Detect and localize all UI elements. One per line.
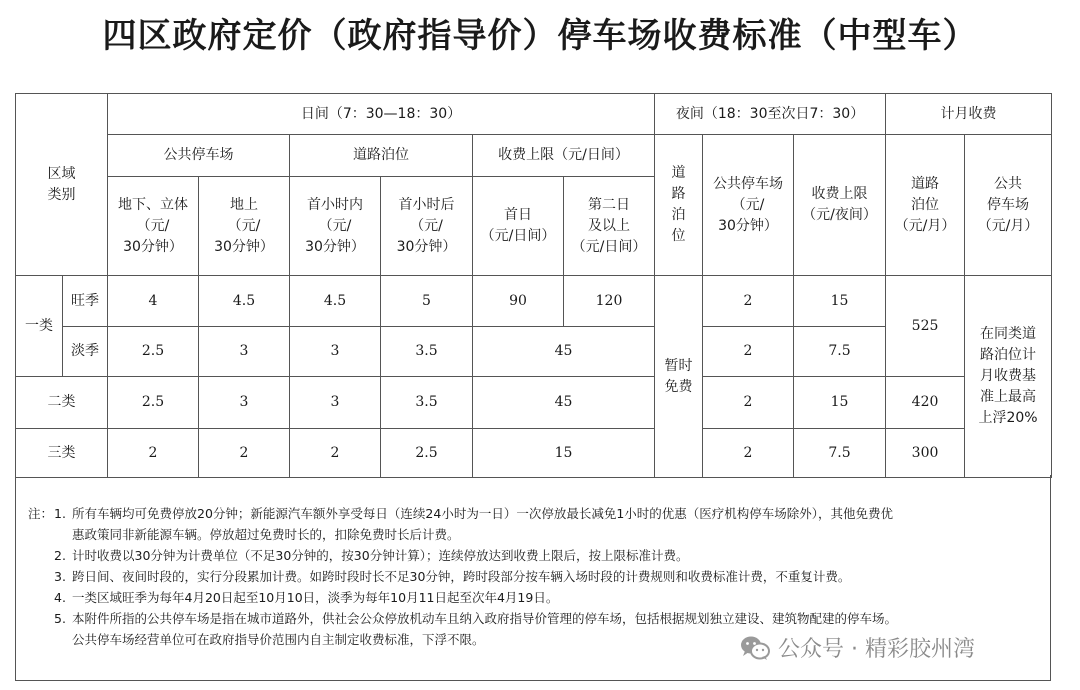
row-label-class3: 三类 [16, 429, 108, 478]
table-cell: 2.5 [108, 327, 199, 377]
col-second-day-header: 第二日 及以上 （元/日间） [564, 177, 655, 276]
note-item: 5. 本附件所指的公共停车场是指在城市道路外，供社会公众停放机动车且纳入政府指导价管理的停车场，包括根据规划独立建设、建筑物配建的停车场。 公共停车场经营单位可在政府指导价范围内自主制定收费标准，下浮不限。 [54, 611, 898, 647]
table-cell: 2.5 [381, 429, 473, 478]
table-cell: 3 [290, 377, 381, 429]
table-cell: 2 [703, 429, 794, 478]
table-row [16, 276, 1052, 327]
table-cell: 5 [381, 276, 473, 327]
table-cell: 15 [794, 377, 886, 429]
table-cell: 2 [108, 429, 199, 478]
monthly-road-header: 道路 泊位 （元/月） [886, 135, 965, 276]
table-cell: 4.5 [290, 276, 381, 327]
table-cell: 120 [564, 276, 655, 327]
row-label-peak: 旺季 [63, 276, 108, 327]
night-road-header: 道 路 泊 位 [655, 135, 703, 276]
table-cell: 7.5 [794, 327, 886, 377]
table-cell: 2 [703, 377, 794, 429]
notes-prefix: 注： [28, 506, 54, 521]
watermark [740, 632, 975, 663]
day-road-header: 道路泊位 [290, 135, 473, 177]
note-item: 注： 1. 所有车辆均可免费停放20分钟；新能源汽车额外享受每日（连续24小时为一日）一次停放最长减免1小时的优惠（医疗机构停车场除外），其他免费优 惠政策同非新能源车辆。停放超过免费时长的，扣除免费时长后计费。 [28, 503, 1036, 545]
monthly-road-class2: 420 [886, 377, 965, 429]
note-item: 2. 计时收费以30分钟为计费单位（不足30分钟的，按30分钟计算）；连续停放达到收费上限后，按上限标准计费。 [54, 548, 689, 563]
col-ground-header: 地上 （元/ 30分钟） [199, 177, 290, 276]
col-underground-header: 地下、立体 （元/ 30分钟） [108, 177, 199, 276]
night-header: 夜间（18：30至次日7：30） [655, 94, 886, 135]
table-cell: 3.5 [381, 327, 473, 377]
day-public-lot-header: 公共停车场 [108, 135, 290, 177]
day-cap-header: 收费上限（元/日间） [473, 135, 655, 177]
table-cell: 2 [199, 429, 290, 478]
table-cell: 45 [473, 327, 655, 377]
area-class-header: 区域 类别 [16, 94, 108, 276]
table-cell: 45 [473, 377, 655, 429]
monthly-public-note: 在同类道 路泊位计 月收费基 准上最高 上浮20% [965, 276, 1052, 478]
table-cell: 2.5 [108, 377, 199, 429]
note-item: 3. 跨日间、夜间时段的，实行分段累加计费。如跨时段时长不足30分钟，跨时段部分按车辆入场时段的计费规则和收费标准计费，不重复计费。 [54, 569, 851, 584]
row-label-class2: 二类 [16, 377, 108, 429]
monthly-public-header: 公共 停车场 （元/月） [965, 135, 1052, 276]
fee-table [15, 93, 1052, 478]
table-cell: 2 [703, 327, 794, 377]
watermark-text: 公众号 · 精彩胶州湾 [778, 637, 975, 662]
table-cell: 15 [473, 429, 655, 478]
day-header: 日间（7：30—18：30） [108, 94, 655, 135]
table-cell: 3 [290, 327, 381, 377]
table-cell: 7.5 [794, 429, 886, 478]
table-cell: 2 [290, 429, 381, 478]
night-public-header: 公共停车场 （元/ 30分钟） [703, 135, 794, 276]
table-cell: 4 [108, 276, 199, 327]
table-cell: 2 [703, 276, 794, 327]
wechat-icon [740, 635, 770, 661]
row-label-off: 淡季 [63, 327, 108, 377]
table-cell: 3 [199, 377, 290, 429]
monthly-road-class1: 525 [886, 276, 965, 377]
table-cell: 4.5 [199, 276, 290, 327]
night-cap-header: 收费上限 （元/夜间） [794, 135, 886, 276]
monthly-header: 计月收费 [886, 94, 1052, 135]
col-after-hour-header: 首小时后 （元/ 30分钟） [381, 177, 473, 276]
note-item: 4. 一类区域旺季为每年4月20日起至10月10日，淡季为每年10月11日起至次年4月19日。 [54, 590, 559, 605]
table-cell: 3.5 [381, 377, 473, 429]
table-row [16, 429, 1052, 478]
table-cell: 90 [473, 276, 564, 327]
col-first-hour-header: 首小时内 （元/ 30分钟） [290, 177, 381, 276]
night-road-free-cell: 暂时 免费 [655, 276, 703, 478]
col-first-day-header: 首日 （元/日间） [473, 177, 564, 276]
table-cell: 15 [794, 276, 886, 327]
page-title: 四区政府定价（政府指导价）停车场收费标准（中型车） [102, 16, 978, 56]
monthly-road-class3: 300 [886, 429, 965, 478]
table-cell: 3 [199, 327, 290, 377]
row-label-class1: 一类 [16, 276, 63, 377]
table-row [16, 377, 1052, 429]
